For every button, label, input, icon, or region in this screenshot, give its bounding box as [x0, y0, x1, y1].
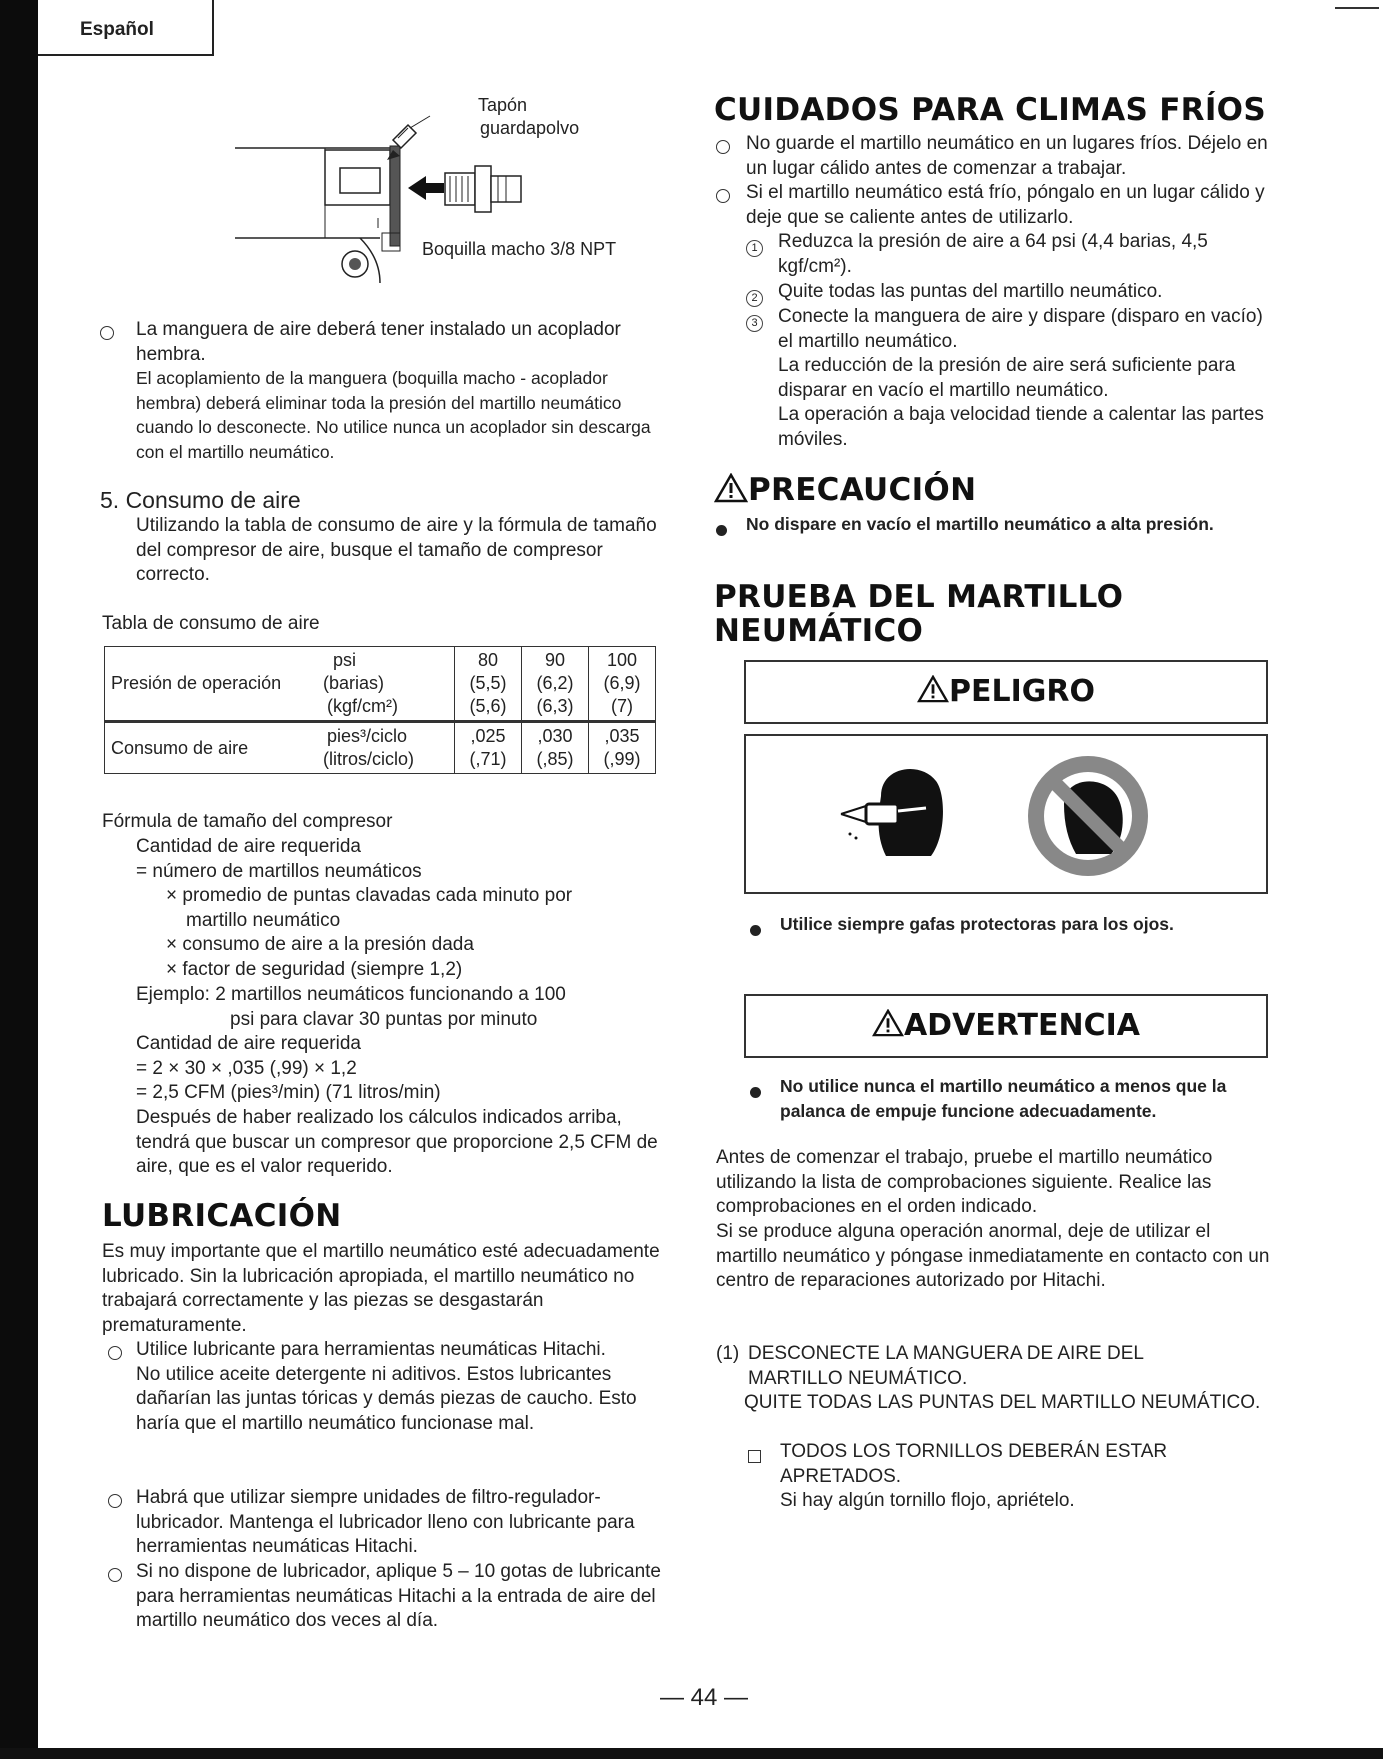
step-1-line1: DESCONECTE LA MANGUERA DE AIRE DEL MARTILLO NEUMÁTICO. [748, 1343, 1144, 1389]
cold-step-3-note2: La operación a baja velocidad tiende a calentar las partes móviles. [778, 404, 1264, 450]
cell-value: (5,6) [469, 696, 507, 716]
cap-label-line1: Tapón [478, 95, 528, 115]
cell-value: 90 [544, 650, 566, 670]
solid-bullet-icon [750, 1087, 761, 1098]
danger-bullet [750, 912, 1270, 937]
step-number-icon: 2 [746, 290, 763, 307]
cold-b2-text: Si el martillo neumático está frío, póngalo en un lugar cálido y deje que se caliente antes de utilizarlo. [746, 182, 1265, 228]
safety-pictograms [746, 736, 1266, 892]
lubrication-bullet-3 [108, 1560, 663, 1634]
lub-b1-text: Utilice lubricante para herramientas neumáticas Hitachi. [136, 1339, 606, 1360]
calc-line: = 2 × 30 × ,035 (,99) × 1,2 [136, 1057, 357, 1079]
diagram-label-cap [478, 94, 579, 140]
cold-step-2-text: Quite todas las puntas del martillo neumático. [778, 281, 1163, 302]
cold-step-2 [746, 280, 1276, 305]
test-intro-2: Si se produce alguna operación anormal, deje de utilizar el martillo neumático y póngase inmediatamente en contacto con un centro de reparaciones autorizado por Hitachi. [716, 1221, 1270, 1291]
caution-bullet [716, 512, 1236, 537]
circle-bullet-icon [100, 326, 114, 340]
cold-step-3-text: Conecte la manguera de aire y dispare (disparo en vacío) el martillo neumático. [778, 306, 1263, 352]
test-title-line2: NEUMÁTICO [714, 613, 924, 649]
warning-triangle-icon [714, 473, 748, 503]
bottom-edge [0, 1748, 1383, 1759]
danger-box [744, 660, 1268, 724]
caution-heading [714, 472, 976, 508]
cell-value: (6,3) [536, 696, 574, 716]
check-1-note: Si hay algún tornillo flojo, apriételo. [780, 1490, 1075, 1511]
lub-b1-note: No utilice aceite detergente ni aditivos. Estos lubricantes dañarían las juntas tóricas y demás piezas de caucho. Esto haría que el martillo neumático funcionase mal. [136, 1363, 637, 1434]
cold-step-3-note1: La reducción de la presión de aire será suficiente para disparar en vacío el martillo neumático. [778, 355, 1236, 401]
language-label: Español [80, 19, 154, 40]
cell-value: (,71) [469, 749, 507, 769]
formula-line: × factor de seguridad (siempre 1,2) [166, 958, 463, 980]
consumption-col-90 [522, 722, 589, 774]
lubrication-title: LUBRICACIÓN [102, 1198, 342, 1234]
goggles-head-icon [841, 769, 943, 856]
consumption-table [104, 646, 656, 774]
safety-glasses-box [744, 734, 1268, 894]
cell-value: (,85) [536, 749, 574, 769]
warning-triangle-icon [872, 1009, 904, 1037]
calc-block [136, 1032, 441, 1106]
circle-bullet-icon [108, 1568, 122, 1582]
cold-step-1 [746, 230, 1276, 279]
formula-line: = número de martillos neumáticos [136, 860, 422, 882]
calc-line: Cantidad de aire requerida [136, 1033, 361, 1054]
circle-bullet-icon [108, 1494, 122, 1508]
test-step-1 [716, 1342, 1276, 1416]
lub-b3-text: Si no dispone de lubricador, aplique 5 – 10 gotas de lubricante para herramientas neumáticas Hitachi a la entrada de aire del martillo neumático dos veces al día. [136, 1561, 661, 1631]
row-label-pressure: Presión de operación [105, 647, 318, 722]
corner-mark [1335, 7, 1379, 9]
circle-bullet-icon [716, 189, 730, 203]
table-row-pressure [105, 647, 656, 722]
example-line2: psi para clavar 30 puntas por minuto [230, 1009, 538, 1030]
warning-heading [746, 996, 1266, 1044]
unit-kgf: (kgf/cm²) [327, 696, 398, 716]
check-item-1 [748, 1440, 1248, 1514]
cell-value: 100 [606, 650, 638, 670]
unit-psi: psi [333, 650, 357, 670]
warning-triangle-icon [917, 675, 949, 703]
consumption-col-80 [455, 722, 522, 774]
formula-line: Cantidad de aire requerida [136, 836, 361, 857]
unit-liters: (litros/ciclo) [323, 749, 415, 769]
binding-edge [0, 0, 38, 1759]
pressure-col-80 [455, 647, 522, 722]
conclusion-text: Después de haber realizado los cálculos indicados arriba, tendrá que buscar un compresor que proporcione 2,5 CFM de aire, que es el valor requerido. [136, 1107, 658, 1177]
lubrication-bullet-2 [108, 1486, 663, 1560]
formula-line: × promedio de puntas clavadas cada minuto por [166, 885, 573, 906]
warning-bullet [750, 1074, 1270, 1123]
coupler-note: El acoplamiento de la manguera (boquilla macho - acoplador hembra) deberá eliminar toda la presión del martillo neumático cuando lo desconecte. No utilice nunca un acoplador sin descarga con el martillo neumático. [136, 368, 651, 462]
cold-bullet-2 [716, 181, 1276, 230]
cell-value: (6,2) [536, 673, 574, 693]
section5-title: 5. Consumo de aire [100, 487, 301, 513]
formula-block [136, 835, 572, 982]
row-label-consumption: Consumo de aire [105, 722, 318, 774]
formula-line: martillo neumático [186, 909, 341, 931]
cold-b1-text: No guarde el martillo neumático en un lugares fríos. Déjelo en un lugar cálido antes de comenzar a trabajar. [746, 133, 1268, 179]
cell-value: (6,9) [603, 673, 641, 693]
lub-b2-text: Habrá que utilizar siempre unidades de filtro-regulador-lubricador. Mantenga el lubricador lleno con lubricante para herramientas neumáticas Hitachi. [136, 1487, 635, 1557]
warning-text: No utilice nunca el martillo neumático a menos que la palanca de empuje funcione adecuadamente. [780, 1076, 1227, 1121]
cell-value: ,035 [604, 726, 640, 746]
consumption-col-100 [589, 722, 656, 774]
step-1-line2: QUITE TODAS LAS PUNTAS DEL MARTILLO NEUMÁTICO. [744, 1392, 1261, 1413]
test-title [714, 580, 1123, 648]
caution-title: PRECAUCIÓN [748, 472, 977, 508]
step-number-icon: 3 [746, 315, 763, 332]
formula-title: Fórmula de tamaño del compresor [102, 811, 393, 832]
solid-bullet-icon [750, 925, 761, 936]
cold-bullet-1 [716, 132, 1276, 181]
cap-label-line2: guardapolvo [480, 118, 580, 138]
table-row-consumption [105, 722, 656, 774]
warning-box [744, 994, 1268, 1058]
consumption-units [317, 722, 455, 774]
section5-text: Utilizando la tabla de consumo de aire y la fórmula de tamaño del compresor de aire, busque el tamaño de compresor correcto. [136, 515, 657, 585]
cold-step-1-text: Reduzca la presión de aire a 64 psi (4,4 barias, 4,5 kgf/cm²). [778, 231, 1208, 277]
step-number: (1) [716, 1343, 740, 1364]
cell-value: (7) [611, 696, 633, 716]
solid-bullet-icon [716, 525, 727, 536]
cell-value: (5,5) [469, 673, 507, 693]
danger-title: PELIGRO [949, 674, 1095, 709]
page-number: — 44 — [660, 1684, 749, 1711]
table-caption: Tabla de consumo de aire [102, 613, 320, 634]
no-bare-eyes-icon [1028, 756, 1148, 876]
pressure-col-100 [589, 647, 656, 722]
danger-text: Utilice siempre gafas protectoras para los ojos. [780, 914, 1174, 934]
circle-bullet-icon [108, 1346, 122, 1360]
test-intro: Antes de comenzar el trabajo, pruebe el martillo neumático utilizando la lista de comprobaciones siguiente. Realice las comprobaciones en el orden indicado. [716, 1147, 1213, 1217]
cell-value: ,025 [470, 726, 506, 746]
cell-value: 80 [477, 650, 499, 670]
cell-value: ,030 [537, 726, 573, 746]
diagram-label-plug: Boquilla macho 3/8 NPT [422, 239, 617, 259]
cold-step-3 [746, 305, 1276, 452]
calc-line: = 2,5 CFM (pies³/min) (71 litros/min) [136, 1082, 441, 1103]
check-1-text: TODOS LOS TORNILLOS DEBERÁN ESTAR APRETADOS. [780, 1441, 1168, 1487]
cold-weather-title: CUIDADOS PARA CLIMAS FRÍOS [714, 92, 1266, 128]
pressure-col-90 [522, 647, 589, 722]
formula-line: × consumo de aire a la presión dada [166, 934, 474, 955]
unit-cubic-feet: pies³/ciclo [327, 726, 408, 746]
coupler-bullet [100, 318, 660, 367]
coupler-bullet-text: La manguera de aire deberá tener instalado un acoplador hembra. [136, 319, 621, 365]
unit-bar: (barias) [323, 673, 385, 693]
danger-heading [746, 662, 1266, 710]
cell-value: (,99) [603, 749, 641, 769]
warning-title: ADVERTENCIA [903, 1008, 1141, 1043]
test-title-line1: PRUEBA DEL MARTILLO [714, 579, 1124, 615]
pressure-units [317, 647, 455, 722]
step-number-icon: 1 [746, 240, 763, 257]
caution-text: No dispare en vacío el martillo neumático a alta presión. [746, 514, 1214, 534]
example-line1: Ejemplo: 2 martillos neumáticos funcionando a 100 [136, 984, 566, 1005]
checkbox-icon [748, 1450, 761, 1463]
lubrication-bullet-1 [108, 1338, 663, 1436]
circle-bullet-icon [716, 140, 730, 154]
lubrication-intro: Es muy importante que el martillo neumático esté adecuadamente lubricado. Sin la lubricación apropiada, el martillo neumático no trabajará correctamente y las piezas se desgastarán prematuramente. [102, 1241, 660, 1336]
